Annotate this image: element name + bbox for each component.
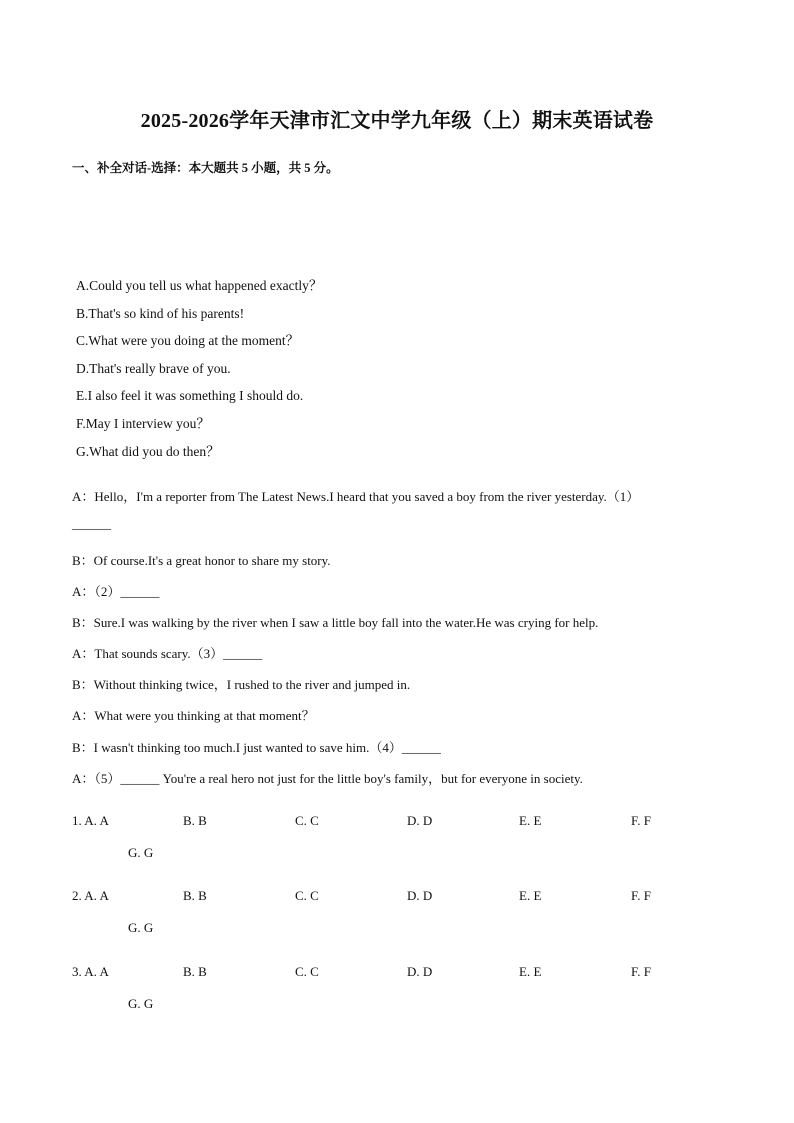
choice-b[interactable]: B. B	[183, 964, 207, 979]
dialogue-line: A：Hello，I'm a reporter from The Latest News.I heard that you saved a boy from the river yesterday.（1）	[72, 489, 640, 504]
dialogue-line: B：Of course.It's a great honor to share my story.	[72, 553, 331, 568]
dialogue-line: A：That sounds scary.（3）______	[72, 646, 263, 661]
dialogue-line: A：What were you thinking at that moment？	[72, 708, 315, 723]
question-number-choice-a[interactable]: 3. A. A	[72, 964, 109, 979]
option-list	[76, 272, 322, 465]
choice-b[interactable]: B. B	[183, 813, 207, 828]
choice-e[interactable]: E. E	[519, 813, 542, 828]
choice-c[interactable]: C. C	[295, 964, 319, 979]
option-f: F.May I interview you？	[76, 415, 210, 431]
question-number-choice-a[interactable]: 1. A. A	[72, 813, 109, 828]
choice-c[interactable]: C. C	[295, 813, 319, 828]
choice-f[interactable]: F. F	[631, 888, 651, 903]
choice-d[interactable]: D. D	[407, 964, 433, 979]
page-title: 2025-2026学年天津市汇文中学九年级（上）期末英语试卷	[140, 110, 654, 132]
dialogue-line: B：Sure.I was walking by the river when I saw a little boy fall into the water.He was crying for help.	[72, 615, 599, 630]
choice-d[interactable]: D. D	[407, 888, 433, 903]
dialogue-line: B：I wasn't thinking too much.I just wanted to save him.（4）______	[72, 740, 441, 755]
option-c: C.What were you doing at the moment？	[76, 333, 300, 349]
choice-e[interactable]: E. E	[519, 888, 542, 903]
option-a: A.Could you tell us what happened exactly？	[76, 278, 323, 293]
dialogue-blank-1: ______	[72, 516, 111, 531]
option-d: D.That's really brave of you.	[76, 360, 231, 376]
choice-e[interactable]: E. E	[519, 964, 542, 979]
option-e: E.I also feel it was something I should do.	[76, 388, 304, 404]
choice-c[interactable]: C. C	[295, 888, 319, 903]
choice-g[interactable]: G. G	[128, 996, 154, 1011]
choice-b[interactable]: B. B	[183, 888, 207, 903]
dialogue-line: A：（2）______	[72, 584, 160, 599]
choice-f[interactable]: F. F	[631, 813, 651, 828]
dialogue-line: B：Without thinking twice，I rushed to the river and jumped in.	[72, 677, 411, 692]
choice-f[interactable]: F. F	[631, 964, 651, 979]
question-number-choice-a[interactable]: 2. A. A	[72, 888, 109, 903]
choice-g[interactable]: G. G	[128, 920, 154, 935]
dialogue-line: A：（5）______ You're a real hero not just for the little boy's family，but for everyone in society.	[72, 771, 583, 786]
option-g: G.What did you do then？	[76, 443, 220, 459]
option-b: B.That's so kind of his parents!	[76, 305, 245, 321]
section-heading: 一、补全对话-选择：本大题共 5 小题，共 5 分。	[72, 161, 339, 175]
choice-d[interactable]: D. D	[407, 813, 433, 828]
choice-g[interactable]: G. G	[128, 845, 154, 860]
